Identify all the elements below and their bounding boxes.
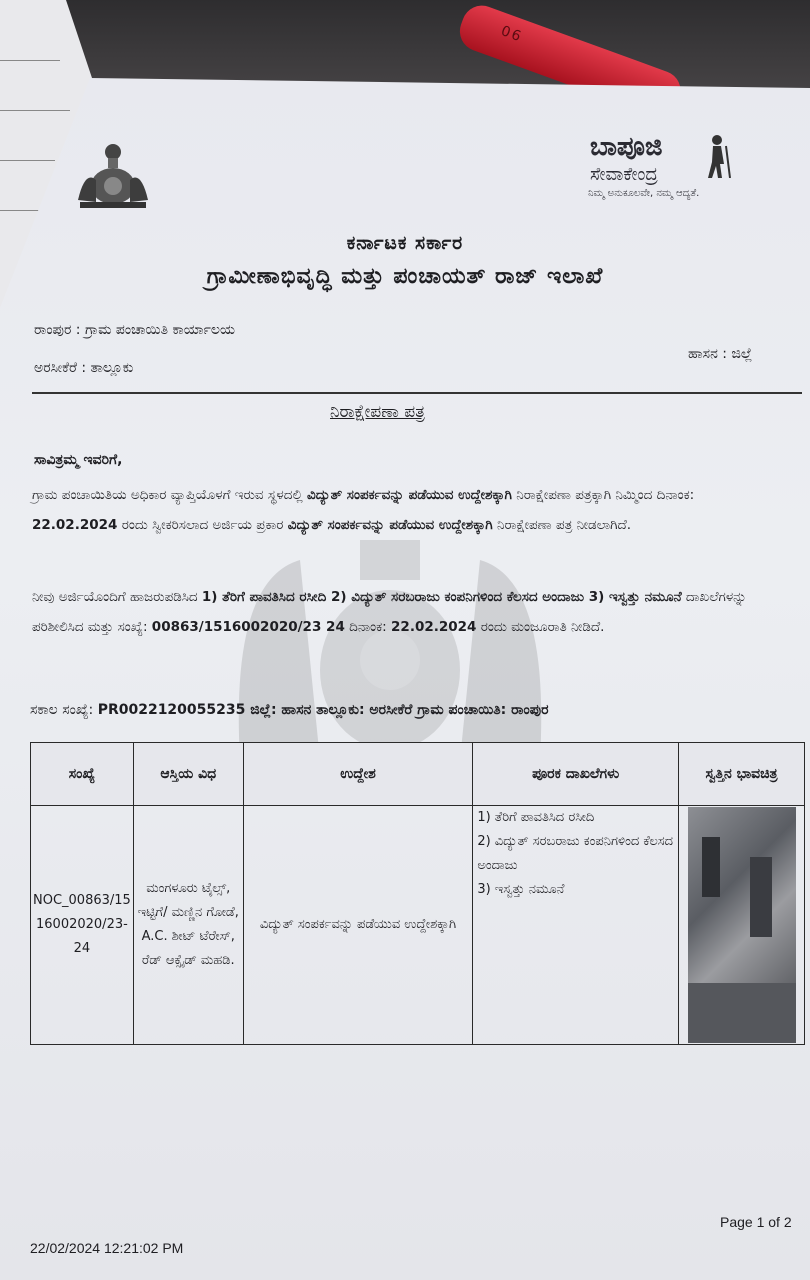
paper-line: [0, 160, 55, 161]
para1-text: ನಿರಾಕ್ಷೇಪಣಾ ಪತ್ರ ನೀಡಲಾಗಿದೆ.: [492, 517, 632, 533]
sakala-line: [30, 702, 549, 718]
para2-text: ದಾಖಲೆಗಳನ್ನು ಪರಿಶೀಲಿಸಿದ ಮತ್ತು ಸಂಖ್ಯೆ:: [32, 589, 747, 635]
salutation: ಸಾವಿತ್ರಮ್ಮ ಇವರಿಗೆ,: [34, 452, 123, 468]
logo-subtitle: ಸೇವಾಕೇಂದ್ರ: [590, 164, 658, 185]
sakala-details: ಜಿಲ್ಲೆ: ಹಾಸನ ತಾಲ್ಲೂಕು: ಅರಸೀಕೆರೆ ಗ್ರಾಮ ಪಂಚಾಯಿತಿ: ರಾಂಪುರ: [245, 702, 549, 718]
doc-item: 2) ವಿದ್ಯುತ್ ಸರಬರಾಜು ಕಂಪನಿಗಳಿಂದ ಕೆಲಸದ ಅಂದಾಜು: [477, 834, 674, 873]
para1-date: 22.02.2024: [32, 517, 118, 533]
table-header-row: [31, 743, 805, 806]
photo-window: [702, 837, 720, 897]
property-photo: [688, 807, 796, 1043]
header-property-photo: ಸ್ವತ್ತಿನ ಭಾವಚಿತ್ರ: [679, 743, 805, 806]
print-timestamp: 22/02/2024 12:21:02 PM: [30, 1240, 184, 1256]
doc-item: 1) ತೆರಿಗೆ ಪಾವತಿಸಿದ ರಸೀದಿ: [477, 810, 595, 825]
photo-ground: [688, 983, 796, 1043]
para2-text: ದಿನಾಂಕ:: [344, 619, 392, 635]
header-purpose: ಉದ್ದೇಶ: [243, 743, 473, 806]
para2-number: 00863/1516002020/23 24: [151, 619, 345, 635]
logo-brand: ಬಾಪೂಜಿ: [590, 132, 663, 162]
para1-text: ರಂದು ಸ್ವೀಕರಿಸಲಾದ ಅರ್ಜಿಯ ಪ್ರಕಾರ: [117, 517, 288, 533]
government-title: ಕರ್ನಾಟಕ ಸರ್ಕಾರ: [346, 232, 464, 254]
office-line: ರಾಂಪುರ : ಗ್ರಾಮ ಪಂಚಾಯಿತಿ ಕಾರ್ಯಾಲಯ: [34, 322, 235, 338]
header-supporting-docs: ಪೂರಕ ದಾಖಲೆಗಳು: [473, 743, 679, 806]
table-row: [31, 806, 805, 1045]
cell-property-type: ಮಂಗಳೂರು ಟೈಲ್ಸ್, ಇಟ್ಟಿಗೆ/ ಮಣ್ಣಿನ ಗೋಡೆ, A.C. ಶೀಟ್ ಟೆರೇಸ್, ರೆಡ್ ಆಕ್ಸೈಡ್ ಮಹಡಿ.: [133, 806, 243, 1045]
taluk-line: ಅರಸೀಕೆರೆ : ತಾಲ್ಲೂಕು: [34, 360, 134, 376]
pen-text: 06: [498, 23, 525, 46]
district-line: ಹಾಸನ : ಜಿಲ್ಲೆ: [688, 346, 753, 362]
photo-doorway: [750, 857, 772, 937]
paragraph-1: [32, 480, 777, 540]
para2-date: 22.02.2024: [391, 619, 477, 635]
header-number: ಸಂಖ್ಯೆ: [31, 743, 134, 806]
document-title: ನಿರಾಕ್ಷೇಪಣಾ ಪತ್ರ: [330, 402, 425, 422]
para1-text: ನಿರಾಕ್ಷೇಪಣಾ ಪತ್ರಕ್ಕಾಗಿ ನಿಮ್ಮಿಂದ ದಿನಾಂಕ:: [511, 487, 695, 503]
para1-bold: ವಿದ್ಯುತ್ ಸಂಪರ್ಕವನ್ನು ಪಡೆಯುವ ಉದ್ದೇಶಕ್ಕಾಗಿ: [306, 487, 512, 503]
department-title: ಗ್ರಾಮೀಣಾಭಿವೃದ್ಧಿ ಮತ್ತು ಪಂಚಾಯತ್ ರಾಜ್ ಇಲಾಖೆ: [206, 264, 604, 289]
bapuji-sevakendra-logo: [588, 132, 738, 202]
karnataka-emblem-icon: [70, 140, 156, 210]
header-divider: [32, 392, 802, 394]
cell-property-photo: [679, 806, 805, 1045]
paper-line: [0, 110, 70, 111]
sakala-label: ಸಕಾಲ ಸಂಖ್ಯೆ:: [30, 702, 98, 718]
cell-purpose: ವಿದ್ಯುತ್ ಸಂಪರ್ಕವನ್ನು ಪಡೆಯುವ ಉದ್ದೇಶಕ್ಕಾಗಿ: [243, 806, 473, 1045]
para2-bold: 1) ತೆರಿಗೆ ಪಾವತಿಸಿದ ರಸೀದಿ 2) ವಿದ್ಯುತ್ ಸರಬರಾಜು ಕಂಪನಿಗಳಿಂದ ಕೆಲಸದ ಅಂದಾಜು 3) ಇಸ್ವತ್ತು ನಮೂನೆ: [201, 589, 682, 605]
para1-text: ಗ್ರಾಮ ಪಂಚಾಯಿತಿಯ ಅಧಿಕಾರ ವ್ಯಾಪ್ತಿಯೊಳಗೆ ಇರುವ ಸ್ಥಳದಲ್ಲಿ: [32, 487, 307, 503]
paper-line: [0, 60, 60, 61]
paper-line: [0, 210, 40, 211]
sakala-number: PR0022120055235: [97, 702, 246, 718]
header-property-type: ಆಸ್ತಿಯ ವಿಧ: [133, 743, 243, 806]
logo-tagline: ನಿಮ್ಮ ಅನುಕೂಲವೇ, ನಮ್ಮ ಆದ್ಯತೆ.: [588, 188, 700, 199]
page-number: Page 1 of 2: [720, 1214, 792, 1230]
cell-noc-number: NOC_00863/1516002020/23-24: [31, 806, 134, 1045]
para1-bold: ವಿದ್ಯುತ್ ಸಂಪರ್ಕವನ್ನು ಪಡೆಯುವ ಉದ್ದೇಶಕ್ಕಾಗಿ: [287, 517, 493, 533]
para2-text: ನೀವು ಅರ್ಜಿಯೊಂದಿಗೆ ಹಾಜರುಪಡಿಸಿದ: [32, 589, 202, 605]
cell-supporting-docs: [473, 806, 679, 1045]
walking-figure-icon: [700, 134, 734, 178]
doc-item: 3) ಇಸ್ವತ್ತು ನಮೂನೆ: [477, 882, 565, 897]
para2-text: ರಂದು ಮಂಜೂರಾತಿ ನೀಡಿದೆ.: [476, 619, 605, 635]
noc-table: [30, 742, 805, 1045]
paragraph-2: [32, 582, 777, 642]
